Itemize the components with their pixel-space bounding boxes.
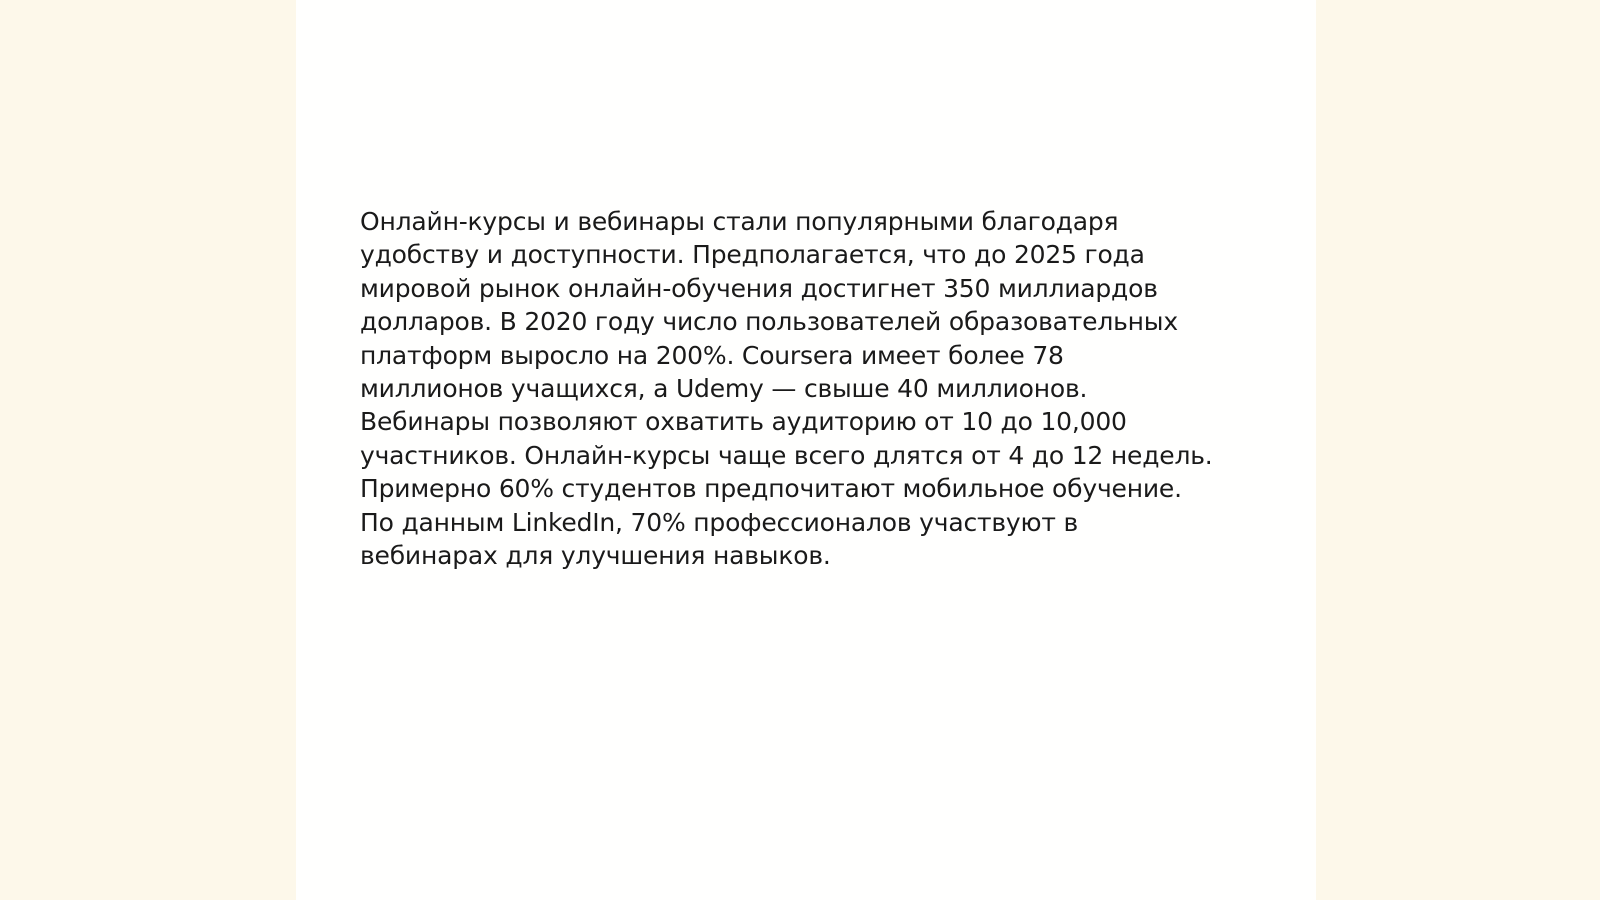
paragraph-line: платформ выросло на 200%. Coursera имеет более 78 [360, 340, 1064, 370]
paragraph-line: долларов. В 2020 году число пользователей образовательных [360, 307, 1178, 337]
paragraph-line: удобству и доступности. Предполагается, что до 2025 года [360, 240, 1145, 270]
document-page [296, 0, 1316, 900]
body-paragraph [360, 205, 1250, 572]
paragraph-line: Вебинары позволяют охватить аудиторию от 10 до 10,000 [360, 407, 1127, 437]
paragraph-line: участников. Онлайн-курсы чаще всего длятся от 4 до 12 недель. [360, 440, 1213, 470]
paragraph-line: мировой рынок онлайн-обучения достигнет 350 миллиардов [360, 273, 1158, 303]
paragraph-line: По данным LinkedIn, 70% профессионалов участвуют в [360, 507, 1078, 537]
paragraph-line: Примерно 60% студентов предпочитают мобильное обучение. [360, 474, 1182, 504]
paragraph-line: вебинарах для улучшения навыков. [360, 541, 831, 571]
paragraph-line: миллионов учащихся, а Udemy — свыше 40 миллионов. [360, 374, 1088, 404]
paragraph-line: Онлайн-курсы и вебинары стали популярными благодаря [360, 207, 1119, 236]
